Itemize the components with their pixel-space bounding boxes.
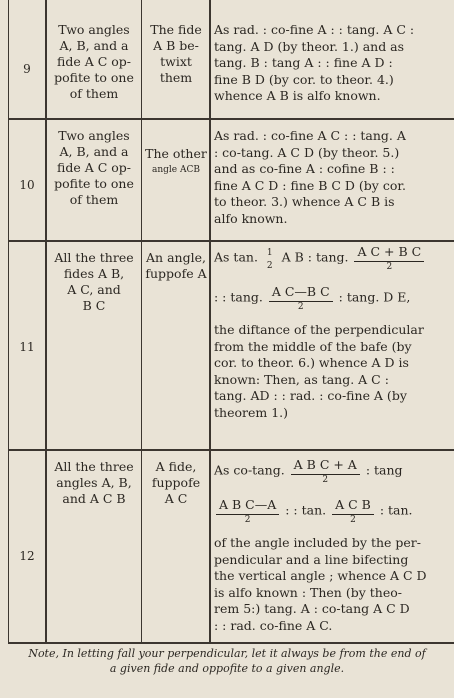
formula-line: [214, 497, 454, 535]
required-cell: [143, 459, 209, 507]
fraction: [269, 284, 333, 312]
solution-line: the diftance of the perpendicular: [214, 322, 424, 337]
column-divider: [8, 0, 9, 644]
given-line: of them: [69, 86, 119, 101]
given-line: fides A B,: [63, 266, 125, 281]
solution-line: from the middle of the bafe (by: [214, 338, 412, 354]
formula-text: : : tang.: [214, 289, 263, 305]
fraction-denominator: 2: [244, 514, 251, 525]
fraction-denominator: 2: [350, 514, 356, 525]
given-line: All the three: [54, 250, 134, 265]
given-line: fide A C op-: [57, 54, 131, 69]
solution-line: tang. B : tang A : : fine A D :: [214, 55, 393, 71]
solution-line: : : rad. co-fine A C.: [214, 617, 333, 633]
formula-text: : tang. D E,: [338, 289, 411, 305]
solution-line: alfo known.: [214, 210, 288, 226]
given-line: Two angles: [58, 22, 130, 37]
formula-text: : tang: [365, 462, 403, 478]
required-cell: [143, 146, 209, 178]
fraction: [354, 244, 424, 272]
required-line: A fide,: [155, 459, 197, 474]
row-divider: [8, 118, 454, 120]
fraction-denominator: 2: [322, 474, 329, 485]
solution-line: rem 5:) tang. A : co-tang A C D: [214, 601, 410, 617]
footnote: [0, 646, 454, 676]
solution-line: As rad. : co-fine A C : : tang. A: [214, 128, 406, 143]
given-line: A, B, and a: [59, 38, 129, 53]
column-divider: [209, 0, 211, 644]
fraction: [216, 497, 279, 525]
required-line: A B be-: [153, 38, 199, 53]
solution-cell: [214, 457, 454, 635]
solution-line: whence A B is alfo known.: [214, 88, 381, 104]
solution-line: : co-tang. A C D (by theor. 5.): [214, 144, 400, 160]
solution-line: is alfo known : Then (by theo-: [214, 584, 402, 600]
given-line: All the three: [54, 459, 134, 474]
case-number: 10: [19, 178, 35, 192]
given-line: B C: [82, 298, 106, 313]
solution-line: theorem 1.): [214, 404, 288, 420]
solution-line: and as co-fine A : cofine B : :: [214, 161, 395, 177]
required-line: A C: [164, 491, 188, 506]
solution-line: tang. A D (by theor. 1.) and as: [214, 38, 405, 54]
given-line: and A C B: [62, 491, 126, 506]
given-cell: [48, 250, 140, 314]
solution-line: fine A C D : fine B C D (by cor.: [214, 177, 406, 193]
required-cell: [143, 22, 209, 86]
given-line: Two angles: [58, 128, 130, 143]
formula-line: [214, 244, 454, 284]
fraction-denominator: 2: [386, 261, 393, 272]
fraction-numerator: A C B: [332, 497, 374, 515]
formula-text: As co-tang.: [214, 462, 285, 478]
fraction: [332, 497, 374, 525]
solution-line: fine B D (by cor. to theor. 4.): [214, 71, 394, 87]
given-cell: [48, 459, 140, 507]
fraction-numerator: A C—B C: [269, 284, 333, 302]
given-line: fide A C op-: [57, 160, 131, 175]
formula-line: [214, 457, 454, 497]
given-line: of them: [69, 192, 119, 207]
given-line: A, B, and a: [59, 144, 129, 159]
row-divider: [8, 642, 454, 644]
solution-cell: [214, 22, 454, 105]
column-divider: [141, 0, 142, 644]
fraction: [291, 457, 360, 485]
given-line: pofite to one: [54, 176, 134, 191]
formula-text: : : tan.: [285, 502, 327, 518]
solution-cell: [214, 128, 454, 228]
formula-line: [214, 284, 454, 322]
required-line: The other: [145, 146, 207, 161]
solution-line: cor. to theor. 6.) whence A D is: [214, 355, 409, 371]
solution-line: of the angle included by the per-: [214, 535, 421, 550]
solution-line: known: Then, as tang. A C :: [214, 371, 389, 387]
required-line: fuppofe: [151, 475, 201, 490]
given-cell: [48, 22, 140, 102]
given-line: A C, and: [67, 282, 121, 297]
fraction-numerator: A C + B C: [354, 244, 424, 262]
required-line: fuppofe A: [145, 266, 207, 281]
case-number: 12: [19, 549, 35, 563]
fraction-numerator: 1: [266, 247, 273, 258]
column-divider: [45, 0, 47, 644]
fraction-denominator: 2: [297, 301, 304, 312]
formula-text: As tan.: [214, 249, 258, 265]
fraction-numerator: A B C—A: [216, 497, 279, 515]
solution-line: As rad. : co-fine A : : tang. A C :: [214, 22, 415, 37]
given-line: angles A, B,: [56, 475, 132, 490]
half-fraction: [264, 245, 276, 272]
solution-cell: [214, 244, 454, 422]
fraction-denominator: 2: [266, 261, 273, 272]
given-line: pofite to one: [54, 70, 134, 85]
fraction-numerator: A B C + A: [291, 457, 360, 475]
solution-line: to theor. 3.) whence A C B is: [214, 194, 395, 210]
solution-line: the vertical angle ; whence A C D: [214, 568, 427, 584]
footnote-line: a given fide and oppofite to a given angle.: [109, 662, 345, 675]
solution-line: pendicular and a line bifecting: [214, 551, 409, 567]
solution-line: tang. AD : : rad. : co-fine A (by: [214, 388, 407, 404]
formula-text: A B : tang.: [281, 249, 349, 265]
case-number: 9: [23, 62, 31, 76]
formula-text: : tan.: [379, 502, 413, 518]
required-line: angle ACB: [152, 165, 200, 175]
required-line: twixt them: [159, 54, 193, 85]
row-divider: [8, 240, 454, 242]
required-line: An angle,: [146, 250, 206, 265]
row-divider: [8, 449, 454, 451]
required-line: The fide: [150, 22, 202, 37]
footnote-line: Note, In letting fall your perpendicular, let it always be from the end of: [28, 647, 426, 660]
case-number: 11: [19, 340, 35, 354]
given-cell: [48, 128, 140, 208]
required-cell: [143, 250, 209, 282]
